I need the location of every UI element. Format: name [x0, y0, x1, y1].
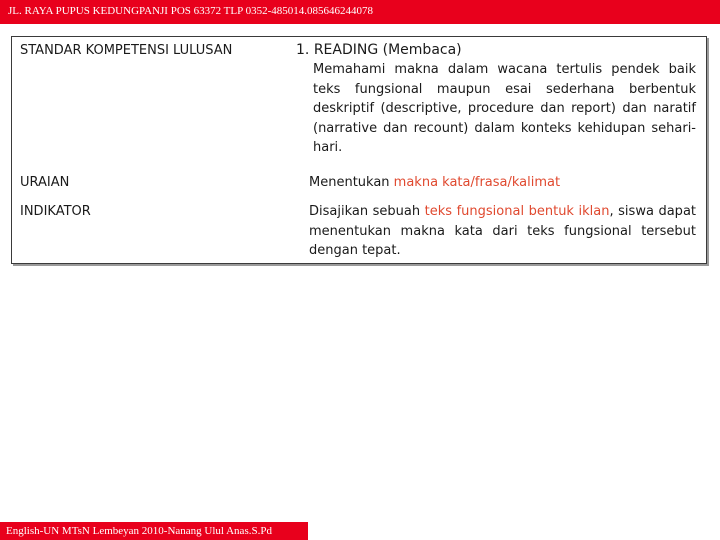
header-address: JL. RAYA PUPUS KEDUNGPANJI POS 63372 TLP 0352-485014.085646244078: [8, 5, 373, 17]
reading-heading: [296, 41, 696, 60]
indikator-text-before: Disajikan sebuah: [309, 204, 425, 219]
footer-text: English-UN MTsN Lembeyan 2010-Nanang Ulul Anas.S.Pd: [6, 525, 272, 537]
uraian-highlight: makna kata/frasa/kalimat: [393, 175, 561, 190]
uraian-text: Menentukan: [309, 175, 394, 190]
uraian-content: [309, 173, 696, 193]
indikator-text-after: , siswa dapat menentukan makna kata dari teks fungsional tersebut dengan tepat.: [309, 204, 697, 258]
indikator-highlight: teks fungsional bentuk iklan: [424, 204, 610, 219]
reading-number: 1.: [296, 42, 310, 58]
standar-content: [296, 41, 696, 158]
uraian-label: URAIAN: [20, 175, 70, 190]
footer-bar: [0, 522, 308, 540]
reading-title: READING (Membaca): [313, 42, 462, 58]
indikator-content: [309, 202, 696, 261]
header-bar: [0, 0, 720, 24]
standar-label: STANDAR KOMPETENSI LULUSAN: [20, 43, 233, 58]
indikator-label: INDIKATOR: [20, 204, 91, 219]
content-panel: [11, 36, 707, 264]
standar-body: Memahami makna dalam wacana tertulis pendek baik teks fungsional maupun esai sederhana berbentuk deskriptif (descriptive, procedure dan report) dan naratif (narrative dan recount) dalam konteks kehidupan sehari-hari.: [313, 62, 696, 155]
